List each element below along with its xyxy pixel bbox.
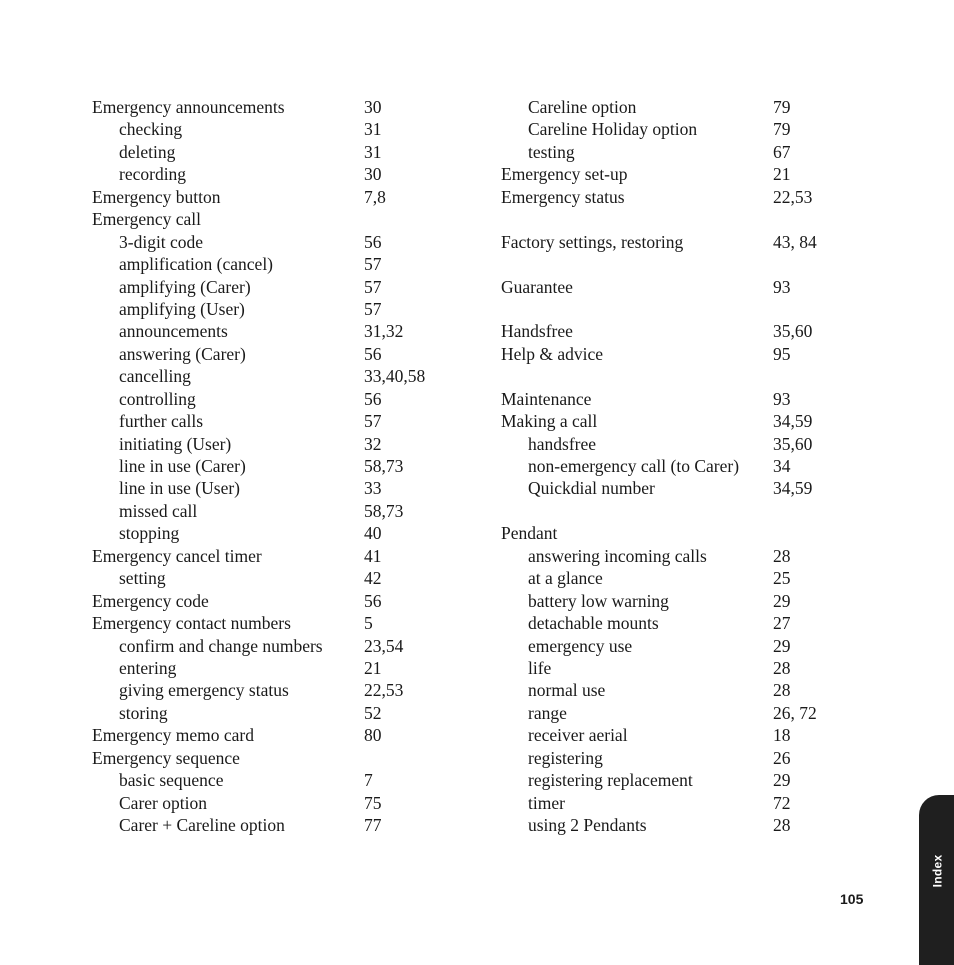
index-term: Pendant bbox=[501, 523, 558, 544]
index-pages: 7 bbox=[364, 770, 373, 791]
index-pages: 58,73 bbox=[364, 456, 404, 476]
index-term: using 2 Pendants bbox=[528, 815, 647, 835]
index-entry bbox=[92, 612, 472, 634]
index-entry bbox=[501, 231, 861, 253]
index-term: Emergency contact numbers bbox=[92, 613, 291, 634]
index-term: line in use (Carer) bbox=[119, 456, 246, 476]
index-term: entering bbox=[119, 657, 177, 678]
index-pages: 79 bbox=[773, 119, 791, 140]
index-term: Maintenance bbox=[501, 388, 592, 409]
index-entry bbox=[92, 96, 472, 118]
index-subentry bbox=[92, 276, 472, 298]
index-term: recording bbox=[119, 164, 187, 185]
index-pages: 56 bbox=[364, 388, 382, 409]
index-term: range bbox=[528, 702, 567, 723]
index-term: answering (Carer) bbox=[119, 343, 246, 364]
index-pages: 79 bbox=[773, 97, 791, 117]
index-subentry bbox=[92, 163, 472, 185]
index-subentry bbox=[501, 769, 861, 791]
index-subentry bbox=[501, 702, 861, 724]
index-subentry bbox=[92, 365, 472, 387]
index-term: Emergency code bbox=[92, 590, 209, 611]
index-term: initiating (User) bbox=[119, 433, 232, 454]
index-term: amplifying (User) bbox=[119, 298, 245, 319]
index-pages: 28 bbox=[773, 545, 791, 566]
index-term: announcements bbox=[119, 321, 228, 342]
index-pages: 5 bbox=[364, 613, 373, 634]
index-pages: 57 bbox=[364, 254, 382, 275]
index-term: Emergency announcements bbox=[92, 97, 285, 117]
index-subentry bbox=[92, 500, 472, 522]
index-pages: 27 bbox=[773, 613, 791, 634]
index-subentry bbox=[92, 343, 472, 365]
index-term: Help & advice bbox=[501, 343, 604, 364]
section-tab bbox=[919, 795, 954, 965]
index-term: Emergency call bbox=[92, 209, 201, 230]
index-term: basic sequence bbox=[119, 770, 224, 791]
index-subentry bbox=[92, 298, 472, 320]
index-pages: 57 bbox=[364, 298, 382, 319]
index-subentry bbox=[92, 657, 472, 679]
index-term: handsfree bbox=[528, 433, 597, 454]
index-term: amplification (cancel) bbox=[119, 254, 274, 275]
index-pages: 7,8 bbox=[364, 186, 386, 207]
index-subentry bbox=[92, 477, 472, 499]
index-spacer bbox=[501, 298, 861, 320]
index-subentry bbox=[92, 141, 472, 163]
index-subentry bbox=[92, 231, 472, 253]
index-spacer bbox=[501, 253, 861, 275]
index-entry bbox=[501, 388, 861, 410]
index-pages: 28 bbox=[773, 815, 791, 835]
index-pages: 34,59 bbox=[773, 478, 813, 499]
index-entry bbox=[501, 522, 861, 544]
index-entry bbox=[92, 590, 472, 612]
index-subentry bbox=[501, 567, 861, 589]
index-term: storing bbox=[119, 702, 168, 723]
index-pages: 56 bbox=[364, 343, 382, 364]
index-entry bbox=[501, 320, 861, 342]
index-pages: 21 bbox=[773, 164, 791, 185]
index-spacer bbox=[501, 365, 861, 387]
index-term: Emergency sequence bbox=[92, 747, 240, 768]
index-term: normal use bbox=[528, 680, 606, 701]
index-entry bbox=[501, 410, 861, 432]
index-term: Guarantee bbox=[501, 276, 573, 297]
index-pages: 93 bbox=[773, 388, 791, 409]
index-term: at a glance bbox=[528, 568, 603, 589]
index-subentry bbox=[501, 590, 861, 612]
index-subentry bbox=[92, 433, 472, 455]
index-pages: 57 bbox=[364, 411, 382, 432]
index-pages: 75 bbox=[364, 792, 382, 813]
index-term: setting bbox=[119, 568, 166, 589]
index-term: emergency use bbox=[528, 635, 633, 656]
index-pages: 31,32 bbox=[364, 321, 404, 342]
index-entry bbox=[92, 545, 472, 567]
index-subentry bbox=[92, 635, 472, 657]
index-term: giving emergency status bbox=[119, 680, 289, 701]
index-subentry bbox=[92, 455, 472, 477]
index-entry bbox=[92, 724, 472, 746]
index-term: cancelling bbox=[119, 366, 191, 387]
index-pages: 35,60 bbox=[773, 321, 813, 342]
index-term: receiver aerial bbox=[528, 725, 628, 746]
index-pages: 41 bbox=[364, 545, 382, 566]
index-pages: 18 bbox=[773, 725, 791, 746]
index-subentry bbox=[92, 253, 472, 275]
index-term: 3-digit code bbox=[119, 231, 204, 252]
index-subentry bbox=[501, 724, 861, 746]
index-entry bbox=[501, 343, 861, 365]
index-subentry bbox=[501, 635, 861, 657]
index-subentry bbox=[92, 522, 472, 544]
index-term: life bbox=[528, 657, 552, 678]
index-subentry bbox=[501, 96, 861, 118]
index-entry bbox=[92, 747, 472, 769]
index-term: line in use (User) bbox=[119, 478, 241, 499]
index-term: detachable mounts bbox=[528, 613, 659, 634]
index-pages: 58,73 bbox=[364, 500, 404, 521]
index-term: Making a call bbox=[501, 411, 598, 432]
index-pages: 93 bbox=[773, 276, 791, 297]
index-subentry bbox=[92, 567, 472, 589]
index-pages: 31 bbox=[364, 119, 382, 140]
index-entry bbox=[92, 186, 472, 208]
index-term: amplifying (Carer) bbox=[119, 276, 251, 297]
index-term: checking bbox=[119, 119, 183, 140]
index-pages: 29 bbox=[773, 590, 791, 611]
index-pages: 72 bbox=[773, 792, 791, 813]
index-pages: 80 bbox=[364, 725, 382, 746]
index-pages: 21 bbox=[364, 657, 382, 678]
index-subentry bbox=[501, 433, 861, 455]
index-term: registering bbox=[528, 747, 603, 768]
index-pages: 95 bbox=[773, 343, 791, 364]
index-term: stopping bbox=[119, 523, 180, 544]
index-pages: 42 bbox=[364, 568, 382, 589]
index-pages: 22,53 bbox=[364, 680, 404, 701]
index-pages: 30 bbox=[364, 97, 382, 117]
index-subentry bbox=[501, 545, 861, 567]
index-term: Factory settings, restoring bbox=[501, 231, 684, 252]
index-subentry bbox=[92, 702, 472, 724]
index-pages: 28 bbox=[773, 680, 791, 701]
index-subentry bbox=[501, 118, 861, 140]
index-pages: 26 bbox=[773, 747, 791, 768]
index-pages: 31 bbox=[364, 141, 382, 162]
index-pages: 34,59 bbox=[773, 411, 813, 432]
index-pages: 35,60 bbox=[773, 433, 813, 454]
index-pages: 67 bbox=[773, 141, 791, 162]
index-spacer bbox=[501, 208, 861, 230]
index-term: answering incoming calls bbox=[528, 545, 707, 566]
index-pages: 34 bbox=[773, 456, 791, 476]
index-pages: 77 bbox=[364, 815, 382, 835]
index-pages: 29 bbox=[773, 770, 791, 791]
index-spacer bbox=[501, 500, 861, 522]
index-subentry bbox=[92, 118, 472, 140]
index-subentry bbox=[501, 141, 861, 163]
index-term: controlling bbox=[119, 388, 196, 409]
index-subentry bbox=[92, 388, 472, 410]
index-subentry bbox=[92, 679, 472, 701]
index-pages: 52 bbox=[364, 702, 382, 723]
index-term: missed call bbox=[119, 500, 198, 521]
index-subentry bbox=[501, 679, 861, 701]
index-pages: 40 bbox=[364, 523, 382, 544]
index-pages: 25 bbox=[773, 568, 791, 589]
index-subentry bbox=[501, 455, 861, 477]
section-tab-label: Index bbox=[930, 854, 944, 888]
index-subentry bbox=[501, 612, 861, 634]
index-pages: 28 bbox=[773, 657, 791, 678]
index-subentry bbox=[501, 657, 861, 679]
index-pages: 56 bbox=[364, 231, 382, 252]
index-pages: 33,40,58 bbox=[364, 366, 426, 387]
index-term: Careline Holiday option bbox=[528, 119, 698, 140]
index-subentry bbox=[92, 814, 472, 836]
index-subentry bbox=[92, 320, 472, 342]
index-subentry bbox=[92, 410, 472, 432]
index-subentry bbox=[92, 769, 472, 791]
index-entry bbox=[501, 186, 861, 208]
index-subentry bbox=[501, 747, 861, 769]
index-term: Emergency set-up bbox=[501, 164, 628, 185]
index-term: Emergency memo card bbox=[92, 725, 254, 746]
index-term: Carer + Careline option bbox=[119, 815, 285, 835]
index-term: Emergency status bbox=[501, 186, 625, 207]
index-entry bbox=[92, 208, 472, 230]
page-number: 105 bbox=[840, 891, 864, 907]
index-pages: 32 bbox=[364, 433, 382, 454]
index-pages: 57 bbox=[364, 276, 382, 297]
index-entry bbox=[501, 163, 861, 185]
index-pages: 26, 72 bbox=[773, 702, 817, 723]
index-column-right bbox=[501, 96, 861, 836]
index-term: testing bbox=[528, 141, 575, 162]
index-term: further calls bbox=[119, 411, 204, 432]
index-term: Carer option bbox=[119, 792, 207, 813]
index-term: confirm and change numbers bbox=[119, 635, 323, 656]
index-term: Careline option bbox=[528, 97, 637, 117]
index-pages: 22,53 bbox=[773, 186, 813, 207]
index-pages: 23,54 bbox=[364, 635, 404, 656]
index-subentry bbox=[501, 477, 861, 499]
index-pages: 29 bbox=[773, 635, 791, 656]
index-column-left bbox=[92, 96, 472, 836]
index-term: deleting bbox=[119, 141, 176, 162]
index-term: Quickdial number bbox=[528, 478, 655, 499]
index-term: Emergency cancel timer bbox=[92, 545, 262, 566]
index-term: registering replacement bbox=[528, 770, 693, 791]
index-subentry bbox=[501, 814, 861, 836]
index-entry bbox=[501, 276, 861, 298]
index-term: timer bbox=[528, 792, 565, 813]
index-term: Handsfree bbox=[501, 321, 573, 342]
index-term: battery low warning bbox=[528, 590, 669, 611]
index-pages: 43, 84 bbox=[773, 231, 817, 252]
index-subentry bbox=[501, 792, 861, 814]
index-term: Emergency button bbox=[92, 186, 221, 207]
index-pages: 56 bbox=[364, 590, 382, 611]
index-term: non-emergency call (to Carer) bbox=[528, 456, 740, 476]
index-subentry bbox=[92, 792, 472, 814]
index-pages: 30 bbox=[364, 164, 382, 185]
index-pages: 33 bbox=[364, 478, 382, 499]
